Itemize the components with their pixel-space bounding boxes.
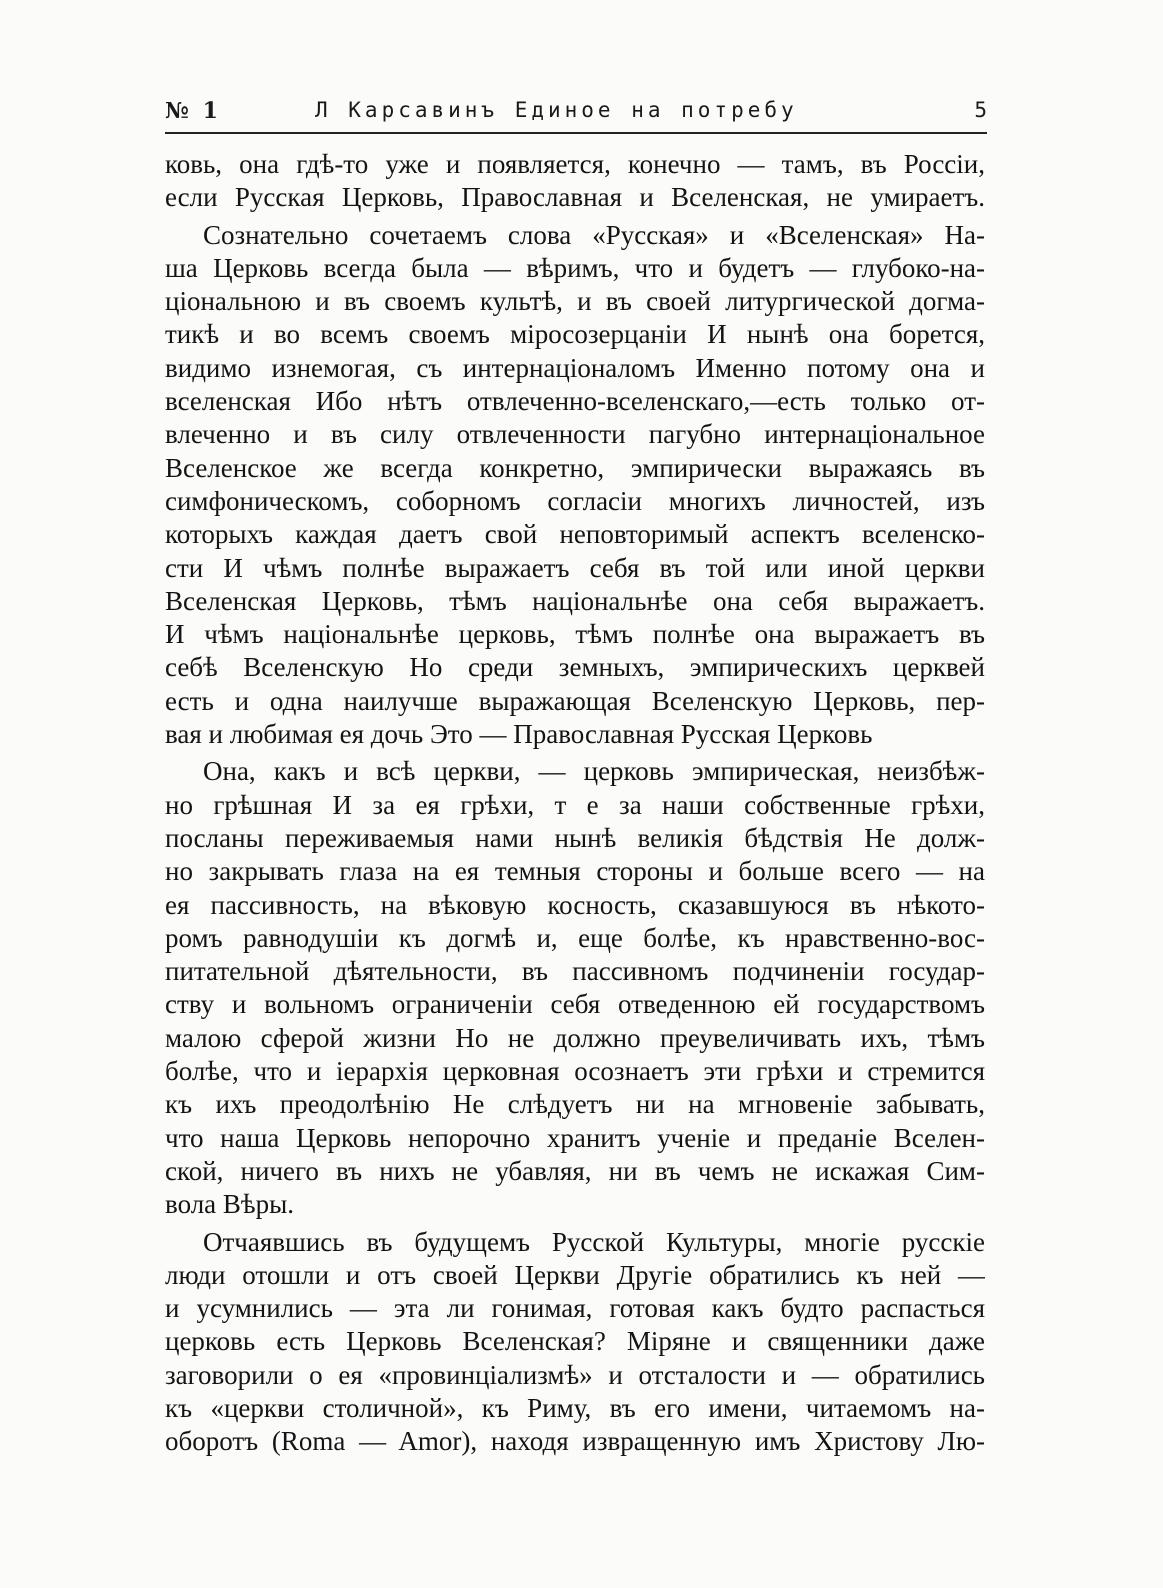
page-number: 5 xyxy=(974,98,987,122)
text-line: сти И чѣмъ полнѣе выражаетъ себя въ той или иной церкви xyxy=(165,552,985,583)
text-line: И чѣмъ національнѣе церковь, тѣмъ полнѣе она выражаетъ въ xyxy=(165,619,985,650)
text-line: ству и вольномъ ограниченіи себя отведенною ей государствомъ xyxy=(165,989,985,1020)
text-line: тикѣ и во всемъ своемъ міросозерцаніи И нынѣ она борется, xyxy=(165,319,985,350)
text-line: вселенская Ибо нѣтъ отвлеченно-вселенскаго,—есть только от- xyxy=(165,386,985,417)
text-line: ской, ничего въ нихъ не убавляя, ни въ чемъ не искажая Сим- xyxy=(165,1155,985,1186)
text-line: Вселенская Церковь, тѣмъ національнѣе она себя выражаетъ. xyxy=(165,585,985,616)
text-line: болѣе, что и іерархія церковная осознаетъ эти грѣхи и стремится xyxy=(165,1056,985,1087)
text-line: видимо изнемогая, съ интернаціоналомъ Именно потому она и xyxy=(165,352,985,383)
text-line: церковь есть Церковь Вселенская? Міряне и священники даже xyxy=(165,1326,985,1357)
paragraph xyxy=(165,148,985,215)
text-line: которыхъ каждая даетъ свой неповторимый аспектъ вселенско- xyxy=(165,519,985,550)
header-rule xyxy=(165,132,987,134)
text-line: и усумнились — эта ли гонимая, готовая какъ будто распасться xyxy=(165,1293,985,1324)
text-line: Отчаявшись въ будущемъ Русской Культуры, многіе русскіе xyxy=(203,1226,985,1257)
paragraph xyxy=(165,1226,985,1459)
text-line: къ ихъ преодолѣнію Не слѣдуетъ ни на мгновеніе забывать, xyxy=(165,1089,985,1120)
text-line: вая и любимая ея дочь Это — Православная Русская Церковь xyxy=(165,719,873,750)
text-line: симфоническомъ, соборномъ согласіи многихъ личностей, изъ xyxy=(165,485,985,516)
text-line: люди отошли и отъ своей Церкви Другіе обратились къ ней — xyxy=(165,1259,985,1290)
issue-number: № 1 xyxy=(165,98,221,124)
text-line: но грѣшная И за ея грѣхи, т е за наши собственные грѣхи, xyxy=(165,789,985,820)
text-line: себѣ Вселенскую Но среди земныхъ, эмпирическихъ церквей xyxy=(165,652,985,683)
text-line: ша Церковь всегда была — вѣримъ, что и будетъ — глубоко-на- xyxy=(165,252,985,283)
text-line: что наша Церковь непорочно хранитъ ученіе и преданіе Вселен- xyxy=(165,1122,985,1153)
body-text xyxy=(165,148,985,1459)
text-line: но закрывать глаза на ея темныя стороны и больше всего — на xyxy=(165,856,985,887)
text-line: ковь, она гдѣ-то уже и появляется, конечно — тамъ, въ Россіи, xyxy=(165,149,985,179)
text-line: Она, какъ и всѣ церкви, — церковь эмпирическая, неизбѣж- xyxy=(203,756,985,787)
text-line: заговорили о ея «провинціализмѣ» и отсталости и — обратились xyxy=(165,1359,985,1390)
paragraph xyxy=(165,219,985,752)
text-line: есть и одна наилучше выражающая Вселенскую Церковь, пер- xyxy=(165,685,985,716)
text-line: посланы переживаемыя нами нынѣ великія бѣдствія Не долж- xyxy=(165,822,985,853)
paragraph xyxy=(165,755,985,1221)
text-line: Сознательно сочетаемъ слова «Русская» и «Вселенская» На- xyxy=(203,219,985,250)
text-line: оборотъ (Roma — Amor), находя извращенную имъ Христову Лю- xyxy=(165,1426,985,1457)
text-line: ціональною и въ своемъ культѣ, и въ своей литургической догма- xyxy=(165,286,985,317)
text-line: къ «церкви столичной», къ Риму, въ его имени, читаемомъ на- xyxy=(165,1392,985,1423)
text-line: ромъ равнодушіи къ догмѣ и, еще болѣе, къ нравственно-вос- xyxy=(165,922,985,953)
text-line: вола Вѣры. xyxy=(165,1189,294,1220)
running-title: Л Карсавинъ Единое на потребу xyxy=(315,98,798,122)
text-line: если Русская Церковь, Православная и Вселенская, не умираетъ. xyxy=(165,182,985,213)
text-line: ея пассивность, на вѣковую косность, сказавшуюся въ нѣкото- xyxy=(165,889,985,920)
running-header xyxy=(165,94,987,130)
text-line: Вселенское же всегда конкретно, эмпирически выражаясь въ xyxy=(165,452,985,483)
text-line: влеченно и въ силу отвлеченности пагубно интернаціональное xyxy=(165,419,985,450)
text-line: малою сферой жизни Но не должно преувеличивать ихъ, тѣмъ xyxy=(165,1022,985,1053)
text-line: питательной дѣятельности, въ пассивномъ подчиненіи государ- xyxy=(165,956,985,987)
